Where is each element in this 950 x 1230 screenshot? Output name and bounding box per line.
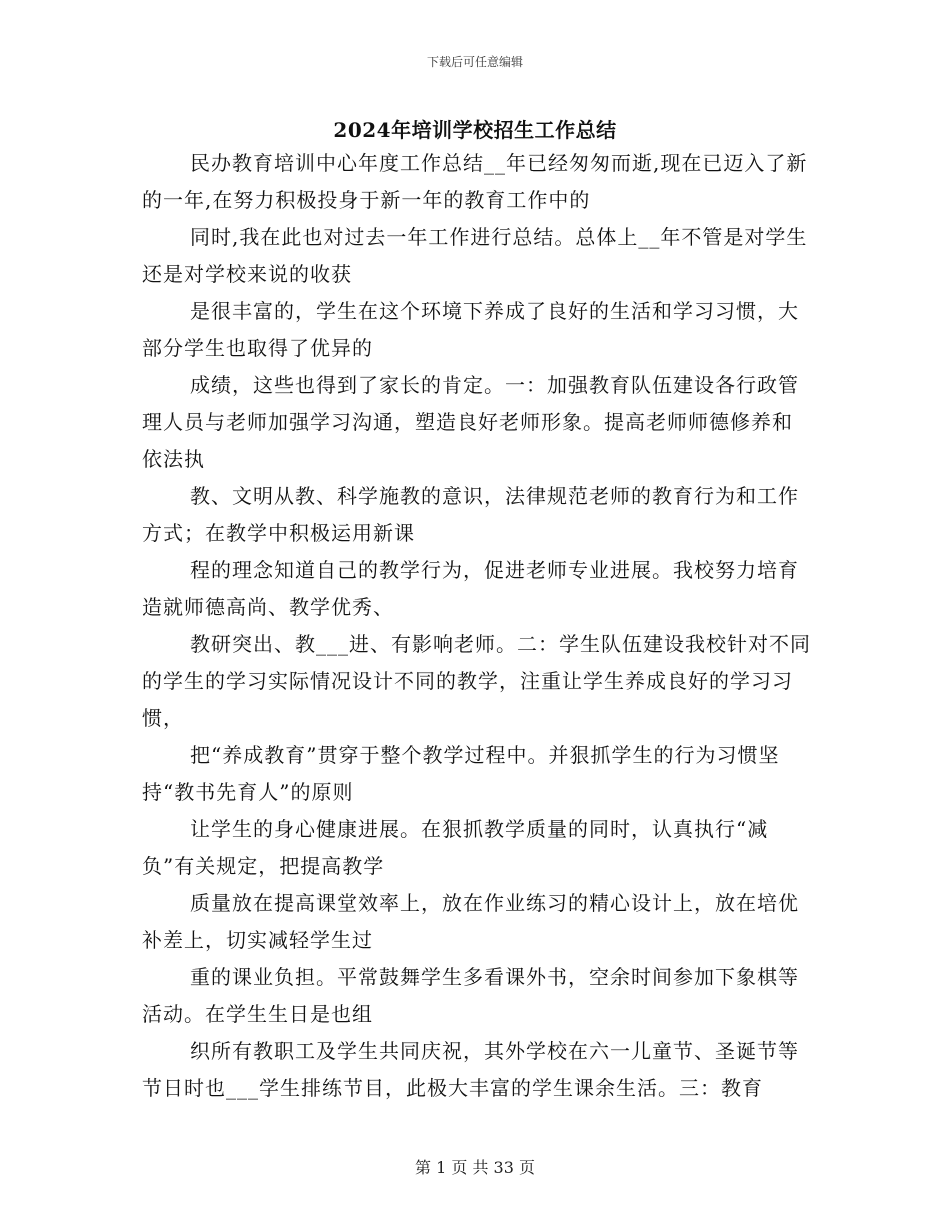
body-paragraph: 教研突出、教___进、有影响老师。二：学生队伍建设我校针对不同的学生的学习实际情况设计不同的教学，注重让学生养成良好的学习习惯，	[142, 632, 811, 730]
body-paragraph: 质量放在提高课堂效率上，放在作业练习的精心设计上，放在培优补差上，切实减轻学生过	[142, 891, 799, 952]
header-note: 下载后可任意编辑	[426, 55, 523, 69]
body-paragraph: 把“养成教育”贯穿于整个教学过程中。并狠抓学生的行为习惯坚持“教书先育人”的原则	[142, 743, 780, 804]
page-number: 第 1 页 共 33 页	[415, 1158, 535, 1177]
body-paragraph: 程的理念知道自己的教学行为，促进老师专业进展。我校努力培育造就师德高尚、教学优秀、	[142, 558, 799, 619]
body-paragraph: 重的课业负担。平常鼓舞学生多看课外书，空余时间参加下象棋等活动。在学生生日是也组	[142, 965, 799, 1026]
body-paragraph: 成绩，这些也得到了家长的肯定。一：加强教育队伍建设各行政管理人员与老师加强学习沟通，塑造良好老师形象。提高老师师德修养和依法执	[142, 373, 799, 471]
body-paragraph: 是很丰富的，学生在这个环境下养成了良好的生活和学习习惯，大部分学生也取得了优异的	[142, 299, 799, 360]
document-title: 2024年培训学校招生工作总结	[333, 118, 617, 142]
body-paragraph: 让学生的身心健康进展。在狠抓教学质量的同时，认真执行“减负”有关规定，把提高教学	[142, 817, 769, 878]
document-body	[142, 145, 812, 1107]
body-paragraph: 教、文明从教、科学施教的意识，法律规范老师的教育行为和工作方式；在教学中积极运用新课	[142, 484, 799, 545]
body-paragraph: 同时,我在此也对过去一年工作进行总结。总体上__年不管是对学生还是对学校来说的收获	[142, 225, 808, 286]
body-paragraph: 织所有教职工及学生共同庆祝，其外学校在六一儿童节、圣诞节等节日时也___学生排练节目，此极大丰富的学生课余生活。三：教育	[142, 1039, 799, 1100]
body-paragraph: 民办教育培训中心年度工作总结__年已经匆匆而逝,现在已迈入了新的一年,在努力积极投身于新一年的教育工作中的	[142, 151, 808, 212]
